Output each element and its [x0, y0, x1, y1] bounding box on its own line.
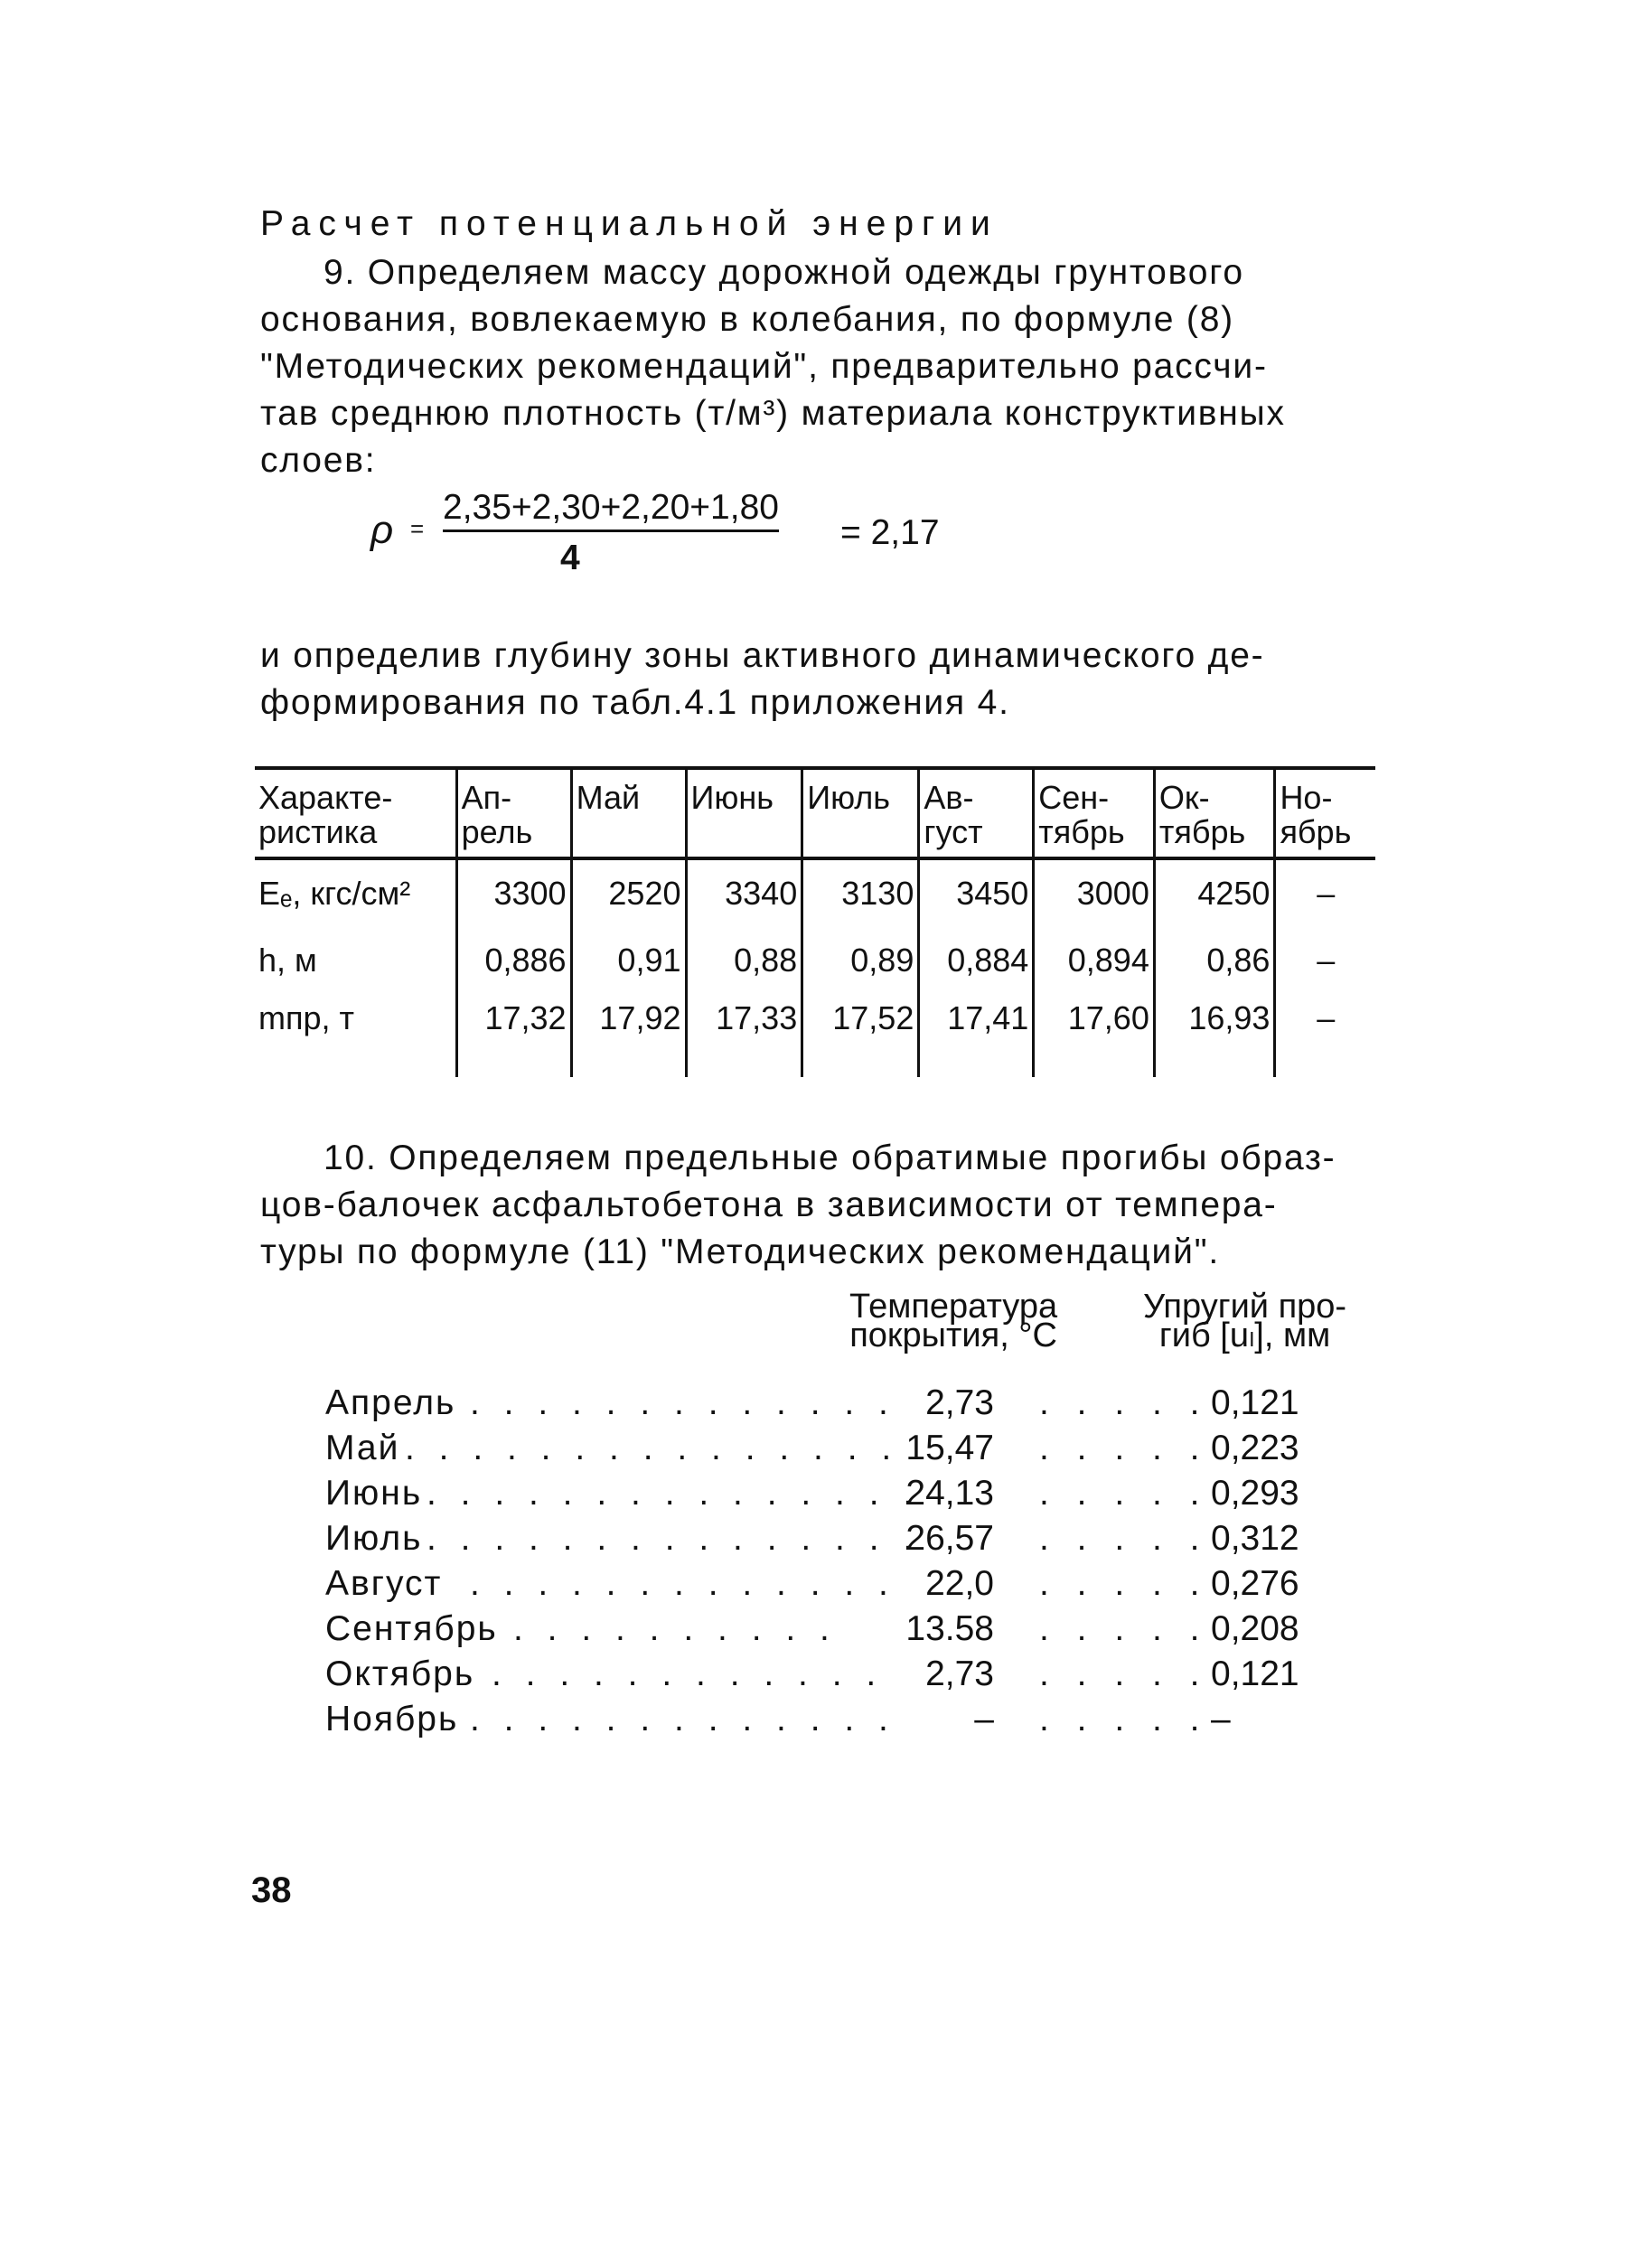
deflection-value: –: [1211, 1700, 1231, 1738]
paragraph-9-continued: [260, 633, 1264, 726]
section-heading: Расчет потенциальной энергии: [260, 204, 999, 243]
paragraph-line: слоев:: [260, 441, 377, 480]
row-label: mпр, т: [258, 999, 354, 1036]
leader-dots: . . . . .: [1039, 1609, 1209, 1648]
temperature-value: –: [974, 1700, 994, 1738]
table-header-cell: Сен- тябрь: [1034, 768, 1155, 858]
table-cell: 16,93: [1154, 994, 1275, 1077]
paragraph-9: [260, 249, 1286, 484]
temperature-value: 13.58: [905, 1609, 994, 1648]
deflection-value: 0,312: [1211, 1519, 1299, 1558]
month-name: Октябрь: [325, 1654, 475, 1693]
month-name: Август: [325, 1564, 443, 1603]
header-line: Упругий про-: [1143, 1288, 1347, 1326]
deflection-value: 0,293: [1211, 1474, 1299, 1513]
temperature-value: 26,57: [905, 1519, 994, 1558]
table-header-cell: Июль: [802, 768, 919, 858]
paragraph-line: 9. Определяем массу дорожной одежды грунтового: [324, 253, 1244, 292]
table-cell: 0,894: [1034, 927, 1155, 994]
formula-symbol: ρ: [370, 508, 394, 552]
temperature-value: 2,73: [925, 1654, 994, 1693]
paragraph-line: и определив глубину зоны активного динамического де-: [260, 636, 1265, 675]
leader-dots: . . . . . . . . . . . . . . .: [427, 1519, 921, 1558]
list-item: [325, 1607, 1410, 1652]
header-line: гиб [uₗ], мм: [1158, 1317, 1331, 1354]
formula-result: = 2,17: [840, 513, 940, 552]
paragraph-line: "Методических рекомендаций", предварительно рассчи-: [260, 347, 1268, 386]
deflection-value: 0,121: [1211, 1383, 1299, 1422]
table-cell: 17,92: [571, 994, 686, 1077]
table-cell: 17,60: [1034, 994, 1155, 1077]
deflection-list: [325, 1381, 1410, 1742]
list-item: [325, 1381, 1410, 1426]
table-header-cell: Характе- ристика: [255, 768, 456, 858]
table-cell: –: [1275, 927, 1375, 994]
table-cell: –: [1275, 858, 1375, 927]
deflection-value: 0,223: [1211, 1429, 1299, 1467]
list-item: [325, 1471, 1410, 1516]
temperature-column-header: [849, 1288, 1058, 1354]
row-label: Eₑ, кгс/см²: [258, 875, 411, 912]
table-header-cell: Ок- тябрь: [1154, 768, 1275, 858]
table-cell: 0,88: [686, 927, 802, 994]
formula-denominator: 4: [560, 539, 580, 577]
table-cell: 3130: [802, 858, 919, 927]
table-cell: 3450: [919, 858, 1034, 927]
list-item: [325, 1652, 1410, 1697]
paragraph-10: [260, 1135, 1336, 1276]
temperature-value: 15,47: [905, 1429, 994, 1467]
table-cell: 0,884: [919, 927, 1034, 994]
table-cell: 17,32: [456, 994, 571, 1077]
table-cell: 0,89: [802, 927, 919, 994]
paragraph-line: туры по формуле (11) "Методических рекомендаций".: [260, 1232, 1220, 1271]
table-row: [255, 858, 1375, 927]
paragraph-line: формирования по табл.4.1 приложения 4.: [260, 683, 1010, 722]
paragraph-line: цов-балочек асфальтобетона в зависимости от темпера-: [260, 1186, 1278, 1224]
table-cell: 17,41: [919, 994, 1034, 1077]
leader-dots: . . . . .: [1039, 1654, 1209, 1693]
table-cell: 17,52: [802, 994, 919, 1077]
table-header-cell: Июнь: [686, 768, 802, 858]
month-name: Сентябрь: [325, 1609, 498, 1648]
monthly-characteristics-table: [255, 766, 1375, 1077]
deflection-value: 0,208: [1211, 1609, 1299, 1648]
table-cell: 3000: [1034, 858, 1155, 927]
leader-dots: . . . . . . . . . . . . .: [470, 1700, 896, 1738]
table-row: [255, 994, 1375, 1077]
list-item: [325, 1697, 1410, 1742]
month-name: Ноябрь: [325, 1700, 459, 1738]
leader-dots: . . . . . . . . . . . .: [492, 1654, 884, 1693]
month-name: Июнь: [325, 1474, 423, 1513]
temperature-value: 24,13: [905, 1474, 994, 1513]
list-item: [325, 1561, 1410, 1607]
table-cell: 4250: [1154, 858, 1275, 927]
table-header-row: [255, 768, 1375, 858]
formula-equals: =: [410, 515, 425, 542]
table-cell: –: [1275, 994, 1375, 1077]
leader-dots: . . . . . . . . . . . . . . .: [427, 1474, 921, 1513]
leader-dots: . . . . .: [1039, 1429, 1209, 1467]
paragraph-line: основания, вовлекаемую в колебания, по формуле (8): [260, 300, 1234, 339]
leader-dots: . . . . . . . . . . . . .: [470, 1383, 896, 1422]
table-cell: 0,86: [1154, 927, 1275, 994]
list-item: [325, 1426, 1410, 1471]
list-item: [325, 1516, 1410, 1561]
table-cell: 17,33: [686, 994, 802, 1077]
paragraph-line: 10. Определяем предельные обратимые прогибы образ-: [324, 1139, 1336, 1177]
table-header-cell: Май: [571, 768, 686, 858]
month-name: Май: [325, 1429, 400, 1467]
deflection-value: 0,121: [1211, 1654, 1299, 1693]
month-name: Июль: [325, 1519, 423, 1558]
table-header-cell: Ав- густ: [919, 768, 1034, 858]
table-cell: 3340: [686, 858, 802, 927]
table-cell: 3300: [456, 858, 571, 927]
leader-dots: . . . . . . . . . .: [513, 1609, 837, 1648]
table-cell: 0,91: [571, 927, 686, 994]
density-formula: [370, 488, 1003, 587]
leader-dots: . . . . .: [1039, 1474, 1209, 1513]
leader-dots: . . . . .: [1039, 1519, 1209, 1558]
month-name: Апрель: [325, 1383, 456, 1422]
table-header-cell: Ап- рель: [456, 768, 571, 858]
row-label: h, м: [258, 942, 317, 979]
temperature-value: 22,0: [925, 1564, 994, 1603]
leader-dots: . . . . . . . . . . . . .: [470, 1564, 896, 1603]
table-header-cell: Но- ябрь: [1275, 768, 1375, 858]
table-cell: 0,886: [456, 927, 571, 994]
header-line: Температура: [849, 1288, 1058, 1326]
temperature-value: 2,73: [925, 1383, 994, 1422]
leader-dots: . . . . .: [1039, 1564, 1209, 1603]
header-line: покрытия, °С: [849, 1317, 1057, 1354]
table-cell: 2520: [571, 858, 686, 927]
paragraph-line: тав среднюю плотность (т/м³) материала конструктивных: [260, 394, 1286, 433]
leader-dots: . . . . .: [1039, 1700, 1209, 1738]
leader-dots: . . . . .: [1039, 1383, 1209, 1422]
table-row: [255, 927, 1375, 994]
deflection-column-header: [1143, 1288, 1347, 1354]
leader-dots: . . . . . . . . . . . . . . .: [405, 1429, 899, 1467]
deflection-value: 0,276: [1211, 1564, 1299, 1603]
page-number: 38: [251, 1870, 292, 1910]
formula-numerator: 2,35+2,30+2,20+1,80: [443, 488, 779, 532]
